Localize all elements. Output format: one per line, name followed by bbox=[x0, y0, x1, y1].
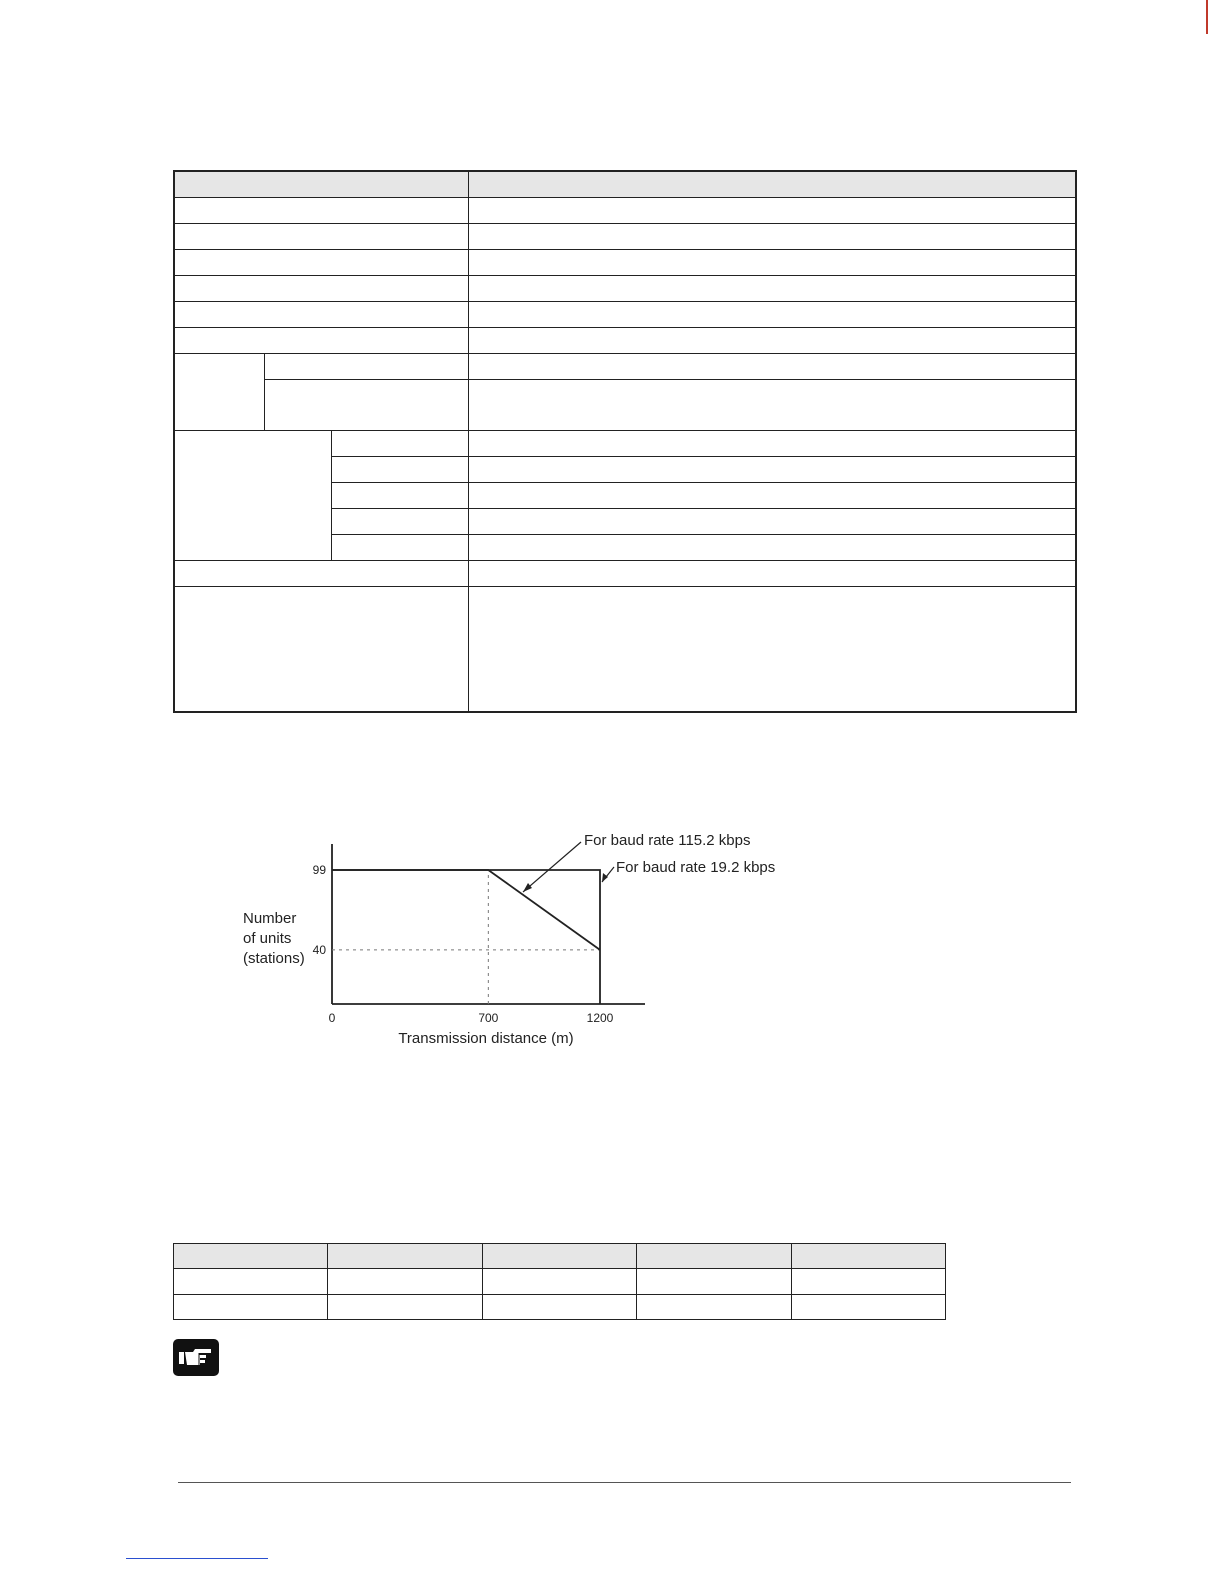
table-row bbox=[174, 328, 1076, 354]
table-row bbox=[174, 1269, 946, 1294]
summary-table bbox=[173, 1243, 946, 1320]
table-row bbox=[174, 249, 1076, 275]
table-header-row bbox=[174, 171, 1076, 197]
y-axis-label-line-1: Number bbox=[243, 910, 297, 927]
table-row-tall bbox=[174, 587, 1076, 712]
y-axis-label-line-2: of units bbox=[243, 930, 292, 947]
pointing-hand-icon bbox=[173, 1339, 219, 1376]
x-tick-label-1200: 1200 bbox=[586, 1011, 614, 1025]
x-tick-label-0: 0 bbox=[328, 1011, 336, 1025]
header-cell-description bbox=[468, 171, 1076, 197]
y-tick-label-99: 99 bbox=[312, 863, 326, 877]
table-row bbox=[174, 561, 1076, 587]
arrowhead-115-kbps bbox=[523, 883, 532, 892]
footer-link-underline[interactable] bbox=[126, 1558, 268, 1559]
annotation-115-kbps: For baud rate 115.2 kbps bbox=[584, 832, 751, 849]
table-row bbox=[174, 197, 1076, 223]
y-axis-label-line-3: (stations) bbox=[243, 950, 305, 967]
table-row-group-a bbox=[174, 354, 1076, 380]
chart-plot-layer bbox=[313, 844, 645, 1025]
transmission-distance-chart bbox=[236, 822, 816, 1057]
page-edge-mark bbox=[1206, 0, 1208, 34]
annotation-19-kbps: For baud rate 19.2 kbps bbox=[616, 859, 776, 876]
table-row-group-b bbox=[174, 430, 1076, 456]
arrowhead-19-kbps bbox=[602, 873, 608, 882]
header-cell-item bbox=[174, 171, 468, 197]
x-axis-label: Transmission distance (m) bbox=[398, 1030, 574, 1047]
x-tick-label-700: 700 bbox=[478, 1011, 499, 1025]
y-tick-label-40: 40 bbox=[312, 942, 326, 957]
specification-table bbox=[173, 170, 1077, 713]
table-row bbox=[174, 1294, 946, 1319]
footer-rule bbox=[178, 1482, 1071, 1483]
arrow-115-kbps bbox=[523, 842, 581, 892]
series-line-115-kbps bbox=[332, 870, 600, 950]
table-header-row bbox=[174, 1244, 946, 1269]
series-line-19-kbps bbox=[332, 870, 600, 1004]
table-row bbox=[174, 223, 1076, 249]
table-row-group-a bbox=[174, 380, 1076, 430]
table-row bbox=[174, 302, 1076, 328]
table-row bbox=[174, 275, 1076, 301]
